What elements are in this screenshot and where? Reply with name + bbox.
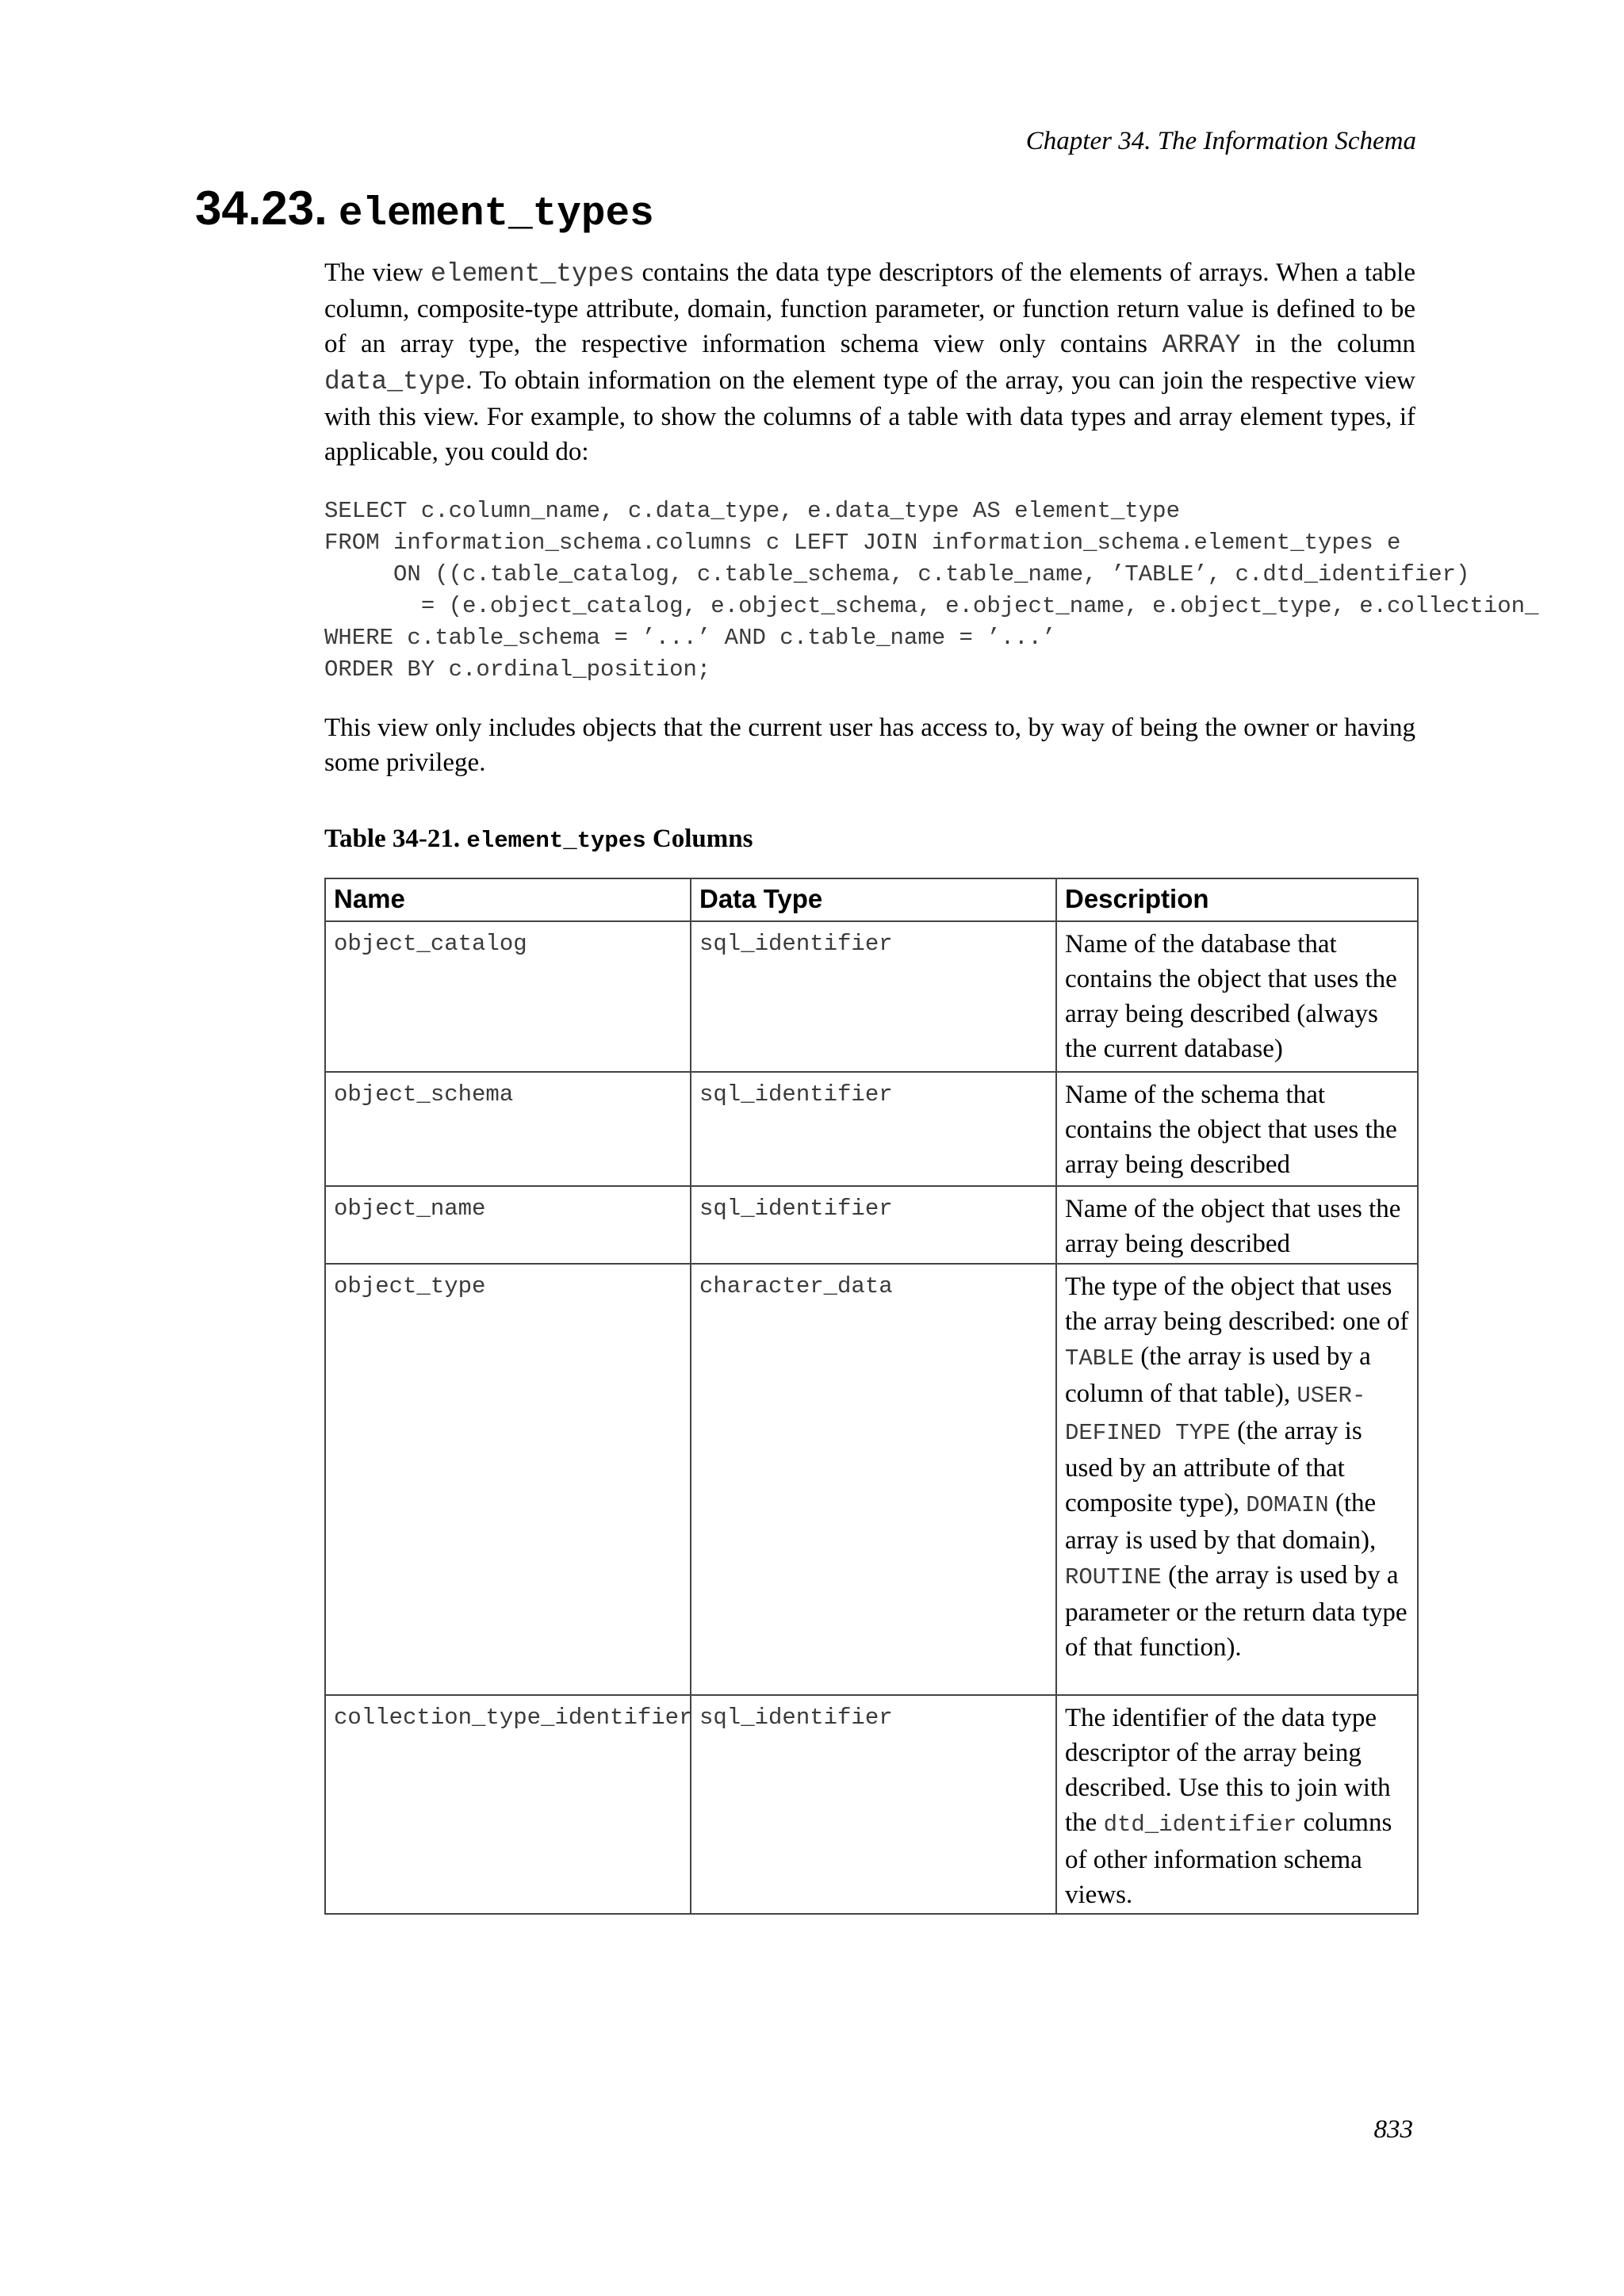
cell-type: sql_identifier bbox=[691, 1186, 1056, 1264]
intro-text-2: contains the data type descriptors of the elements of arrays. When a table column, composite-type attribute, domain, function parameter, or function return value is defined to be of an array type, the respective information schema view only contains bbox=[324, 258, 1415, 358]
table-row bbox=[325, 921, 1418, 1072]
cell-name: object_catalog bbox=[325, 921, 691, 1072]
desc-code-domain: DOMAIN bbox=[1246, 1492, 1329, 1518]
intro-code-array: ARRAY bbox=[1162, 331, 1241, 360]
cell-description bbox=[1056, 1072, 1418, 1186]
intro-paragraph bbox=[324, 255, 1415, 469]
desc-text: The identifier of the data type descriptor of the array being described. Use this to join with the bbox=[1065, 1704, 1391, 1837]
intro-text-3: in the column bbox=[1240, 330, 1415, 358]
cell-type: sql_identifier bbox=[691, 921, 1056, 1072]
desc-text: columns of other information schema views. bbox=[1065, 1808, 1392, 1909]
desc-text: Name of the schema that contains the object that uses the array being described bbox=[1065, 1081, 1397, 1179]
table-row bbox=[325, 1264, 1418, 1695]
columns-table bbox=[324, 878, 1419, 1915]
desc-text: (the array is used by a parameter or the return data type of that function). bbox=[1065, 1561, 1408, 1662]
cell-type: sql_identifier bbox=[691, 1695, 1056, 1914]
intro-code-data-type: data_type bbox=[324, 367, 466, 396]
table-caption-prefix: Table 34-21. bbox=[324, 825, 467, 853]
section-number: 34.23. bbox=[195, 182, 327, 235]
desc-text: Name of the object that uses the array being described bbox=[1065, 1195, 1401, 1258]
table-caption bbox=[324, 825, 753, 854]
section-name: element_types bbox=[338, 192, 654, 237]
code-line: WHERE c.table_schema = ’...’ AND c.table_name = ’...’ bbox=[324, 625, 1056, 651]
desc-code-dtd-identifier: dtd_identifier bbox=[1103, 1812, 1297, 1838]
section-title bbox=[195, 181, 654, 237]
table-row bbox=[325, 1695, 1418, 1914]
table-caption-code: element_types bbox=[466, 828, 646, 854]
cell-description bbox=[1056, 921, 1418, 1072]
desc-text: Name of the database that contains the object that uses the array being described (always the current database) bbox=[1065, 930, 1397, 1063]
cell-type: sql_identifier bbox=[691, 1072, 1056, 1186]
header-name: Name bbox=[325, 878, 691, 921]
cell-name: collection_type_identifier bbox=[325, 1695, 691, 1914]
cell-type: character_data bbox=[691, 1264, 1056, 1695]
page-number: 833 bbox=[1373, 2115, 1413, 2144]
desc-code-routine: ROUTINE bbox=[1065, 1564, 1162, 1590]
cell-description bbox=[1056, 1186, 1418, 1264]
running-header: Chapter 34. The Information Schema bbox=[1025, 127, 1416, 155]
code-line: = (e.object_catalog, e.object_schema, e.object_name, e.object_type, e.collection_ bbox=[324, 593, 1539, 619]
table-row bbox=[325, 1186, 1418, 1264]
cell-name: object_name bbox=[325, 1186, 691, 1264]
desc-text: (the array is used by a column of that table), bbox=[1065, 1342, 1371, 1408]
intro-text-1: The view bbox=[324, 258, 431, 287]
desc-code-user-defined-type: USER-DEFINED TYPE bbox=[1065, 1383, 1366, 1446]
table-row bbox=[325, 1072, 1418, 1186]
code-line: ON ((c.table_catalog, c.table_schema, c.table_name, ’TABLE’, c.dtd_identifier) bbox=[324, 561, 1470, 587]
code-line: ORDER BY c.ordinal_position; bbox=[324, 656, 711, 683]
table-header-row bbox=[325, 878, 1418, 921]
access-note-paragraph: This view only includes objects that the current user has access to, by way of being the owner or having some privilege. bbox=[324, 714, 1415, 777]
header-data-type: Data Type bbox=[691, 878, 1056, 921]
cell-name: object_schema bbox=[325, 1072, 691, 1186]
desc-text: The type of the object that uses the array being described: one of bbox=[1065, 1272, 1409, 1336]
cell-description bbox=[1056, 1695, 1418, 1914]
intro-code-element-types: element_types bbox=[430, 259, 635, 289]
table-caption-suffix: Columns bbox=[645, 825, 753, 853]
code-line: SELECT c.column_name, c.data_type, e.data_type AS element_type bbox=[324, 498, 1180, 524]
sql-code-block bbox=[324, 496, 1624, 686]
code-line: FROM information_schema.columns c LEFT JOIN information_schema.element_types e bbox=[324, 530, 1401, 556]
desc-text: (the array is used by that domain), bbox=[1065, 1489, 1377, 1555]
desc-code-table: TABLE bbox=[1065, 1345, 1135, 1372]
header-description: Description bbox=[1056, 878, 1418, 921]
cell-name: object_type bbox=[325, 1264, 691, 1695]
cell-description bbox=[1056, 1264, 1418, 1695]
intro-text-4: . To obtain information on the element type of the array, you can join the respective view with this view. For example, to show the columns of a table with data types and array element types, if applicable, you could do: bbox=[324, 366, 1415, 466]
desc-text: (the array is used by an attribute of that composite type), bbox=[1065, 1417, 1362, 1517]
